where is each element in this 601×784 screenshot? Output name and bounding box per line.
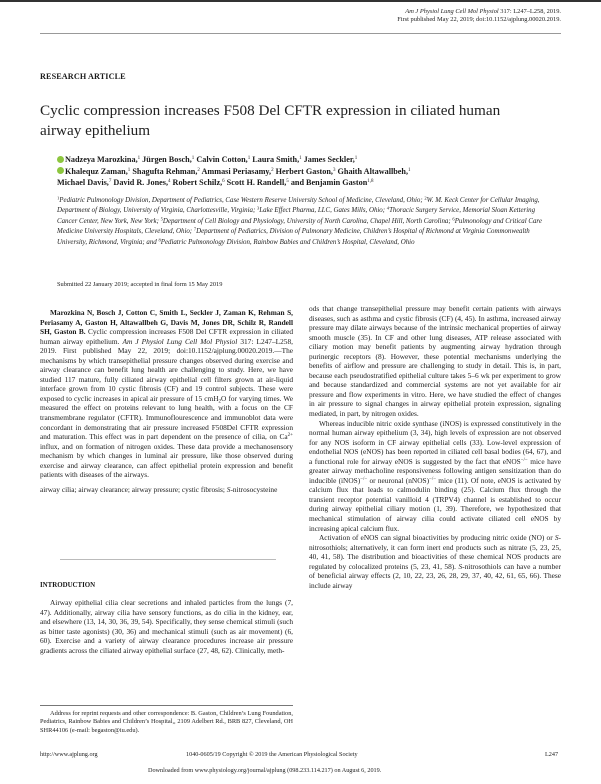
author-name: Calvin Cotton, <box>196 155 248 164</box>
author-name: Nadzeya Marozkina, <box>65 155 138 164</box>
author-name: and Benjamin Gaston <box>290 178 368 188</box>
author <box>142 155 194 164</box>
author <box>132 167 200 176</box>
author <box>57 167 130 176</box>
author-list <box>57 154 567 189</box>
section-label: RESEARCH ARTICLE <box>40 72 126 81</box>
author-name: David R. Jones, <box>113 178 168 188</box>
footnote-rule <box>40 705 293 706</box>
keywords-text: airway cilia; airway clearance; airway pressure; cystic fibrosis; <box>40 484 227 494</box>
introduction-body <box>40 598 293 655</box>
orcid-icon[interactable] <box>57 167 64 174</box>
running-head-citation <box>397 8 561 16</box>
affiliations <box>57 196 557 248</box>
author-affiliation-number: 1 <box>354 156 358 161</box>
p3-text-b: -nitrosothiols; alternatively, it can form inert end products such as nitrate (5, 23, 25, 40, 41, 58). The distribution and bioactivities of these chemical NOS products are regulated by colocalized proteins (5, 23, 41, 58). <box>309 533 561 571</box>
author-name: Robert Schilz, <box>172 178 223 188</box>
author-affiliation-number: 6 <box>222 179 225 185</box>
abstract-superscript: 2+ <box>287 433 293 439</box>
p2-sup-3: −/− <box>429 476 437 482</box>
running-head <box>397 8 561 25</box>
author-name: Khalequz Zaman, <box>65 166 128 176</box>
right-paragraph-1: ods that change transepithelial pressure may benefit certain patients with airways diseases, such as asthma and cystic fibrosis (CF) (4, 45). In asthma, increased airway pressure may dilate airways because of the intrinsic mechanical properties of airway smooth muscle (35). In CF and other lung diseases, ATP release associated with ciliary motion may benefit patients by augmenting airway hydration through purinergic receptors (8). However, these potential mechanisms underlying the benefits of airflow and pressure are challenging to study in detail. This is, in part, because each pseudostratified epithelial culture takes 5–6 wk per experiment to grow and because standardized and commercial systems are not yet available for air pressure and flow experiments in vitro. Here, we have studied the effect of changes in air pressure to signal changes in airway epithelial protein expression, signaling mediated, in part, by nitrogen oxides. <box>309 304 561 419</box>
author-affiliation-number: 4 <box>168 179 171 185</box>
author <box>57 155 140 164</box>
p3-italic-2: S <box>458 561 463 571</box>
author-name: Laura Smith, <box>252 155 300 164</box>
copyright: 1040-0605/19 Copyright © 2019 the American Physiological Society <box>186 751 358 758</box>
right-column-body <box>309 304 561 590</box>
affiliation-text: Pulmonology and Critical Care Medicine University Hospitals, Cleveland, Ohio; <box>57 217 542 236</box>
author <box>276 167 336 176</box>
page-number: L247 <box>545 751 559 758</box>
correspondence-footnote <box>40 710 293 735</box>
affiliation-number: 6 <box>452 216 455 222</box>
affiliation-text: Department of Cell Biology and Physiology, University of North Carolina, Chapel Hill, North Carolina; <box>162 217 453 225</box>
abstract-citation-journal: Am J Physiol Lung Cell Mol Physiol <box>122 336 238 346</box>
affiliation-text: Pediatric Pulmonology Division, Department of Pediatrics, Case Western Reserve University School of Medicine, Cleveland, Ohio; <box>59 197 425 204</box>
author-name: Ammasi Periasamy, <box>201 166 272 176</box>
author-affiliation-number: 1 <box>137 156 141 161</box>
author-affiliation-number: 1 <box>299 156 302 161</box>
affiliation-text: Pediatric Pulmonology Division, Rainbow Babies and Children’s Hospital, Cleveland, Ohio <box>160 238 415 246</box>
introduction-paragraph: Airway epithelial cilia clear secretions and inhaled particles from the lungs (7, 47). Additionally, airway cilia have sensory functions, as do cilia in the kidney, ear, and elsewhere (13, 14, 30, 36, 39, 54). Specifically, they sense chemical stimuli (such as bitter taste agonists) (30, 36) and mechanical stimuli (such as air movement) (6, 60). Exercise and a variety of airway clearance procedures increase air pressure gradients across the ciliated airway epithelial surface (27, 48, 62). Clinically, meth- <box>40 598 293 655</box>
author <box>338 167 411 176</box>
author-affiliation-number: 1 <box>191 156 195 161</box>
introduction-heading: INTRODUCTION <box>40 582 96 589</box>
abstract <box>40 308 293 494</box>
title-line-1: Cyclic compression increases F508 Del CFTR expression in ciliated human <box>40 102 501 119</box>
p3-text-c: -nitrosothiols can have a number of beneficial airway effects (2, 10, 22, 23, 26, 28, 29, 37, 40, 42, 61, 65, 66). These include airway <box>309 561 561 590</box>
keywords-italic: S <box>226 484 231 494</box>
affiliation-number: 4 <box>386 205 390 211</box>
author <box>202 167 274 176</box>
author-name: Jürgen Bosch, <box>142 155 192 164</box>
affiliation-number: 7 <box>193 226 197 232</box>
abstract-text-2: O for varying times. We measured the effect on proteins relevant to lung health, with a focus on the CF transmembrane regulator (CFTR). Immunoflourescence and immunoblot data were concordant in demonstrating that air pressure increased F508Del CFTR expression and maturation. This effect was in part dependent on the presence of cilia, on Ca <box>40 393 293 442</box>
author-affiliation-number: 7 <box>108 179 112 185</box>
header-rule <box>40 33 561 34</box>
author-affiliation-number: 5 <box>286 179 289 185</box>
affiliation-text: Department of Pediatrics, Division of Pulmonary Medicine, Children’s Hospital of Richmond at Virginia Commonwealth University, Richmond, Virginia; and <box>57 228 530 246</box>
abstract-text-1: The mechanisms by which transepithelial pressure changes observed during exercise and airway clearance can benefit lung health are challenging to study. Here, we have studied 117 mature, fully ciliated airway epithelial cell filters grown at air-liquid interface grown from 10 cystic fibrosis (CF) and 19 control subjects. These were exposed to cyclic increases in apical air pressure of 15 cmH <box>40 346 293 403</box>
author-affiliation-number: 1 <box>408 167 411 173</box>
journal-name: Am J Physiol Lung Cell Mol Physiol <box>405 8 499 15</box>
author <box>252 155 301 164</box>
author <box>196 155 250 164</box>
article-title <box>40 101 560 140</box>
author <box>227 178 289 187</box>
abstract-divider <box>60 559 276 560</box>
title-line-2: airway epithelium <box>40 121 151 139</box>
author-name: Herbert Gaston, <box>275 166 333 176</box>
p2-sup-1: −/− <box>520 457 528 463</box>
top-border <box>0 0 601 2</box>
author <box>304 155 358 164</box>
orcid-icon[interactable] <box>57 156 64 163</box>
affiliation-number: 3 <box>257 205 260 211</box>
author <box>113 178 170 187</box>
abstract-citation-title: Cyclic compression increases F508 Del CFTR expression in ciliated human airway epithelium. <box>40 327 294 346</box>
correspondence-text: Address for reprint requests and other correspondence: B. Gaston, Children’s Lung Foundation, Pediatrics, Rainbow Babies and Children’s Hospital,, 2109 Adelbert Rd., BRB 827, Cleveland, OH SHR44106 (e-mail: begaston@iu.edu). <box>40 710 293 734</box>
affiliation-number: 8 <box>158 237 161 243</box>
journal-url-link[interactable]: http://www.ajplung.org <box>40 751 98 758</box>
author <box>291 178 374 187</box>
abstract-citation-authors: Marozkina N, Bosch J, Cotton C, Smith L, Seckler J, Zaman K, Rehman S, Periasamy A, Gaston H, Altawallbeh G, Davis M, Jones DR, Schilz R, Randell SH, Gaston B. <box>40 308 293 337</box>
p2-text-a: Whereas inducible nitric oxide synthase (iNOS) is expressed constitutively in the normal human airway epithelium (3, 34), high levels of expression are not observed for any NOS isoform in CF airway epithelial cells (33). Low-level expression of endothelial NOS (eNOS) has been reported in ciliated cell basal bodies (64, 67), and a functional role for airway eNOS is suggested by the fact that eNOS <box>309 418 561 466</box>
abstract-text-3: influx, and on formation of nitrogen oxides. These data provide a mechanosensory mechanism by which changes in luminal air pressure, like those observed during exercise and airway clearance, can affect epithelial protein expression and benefit patients with diseases of the airways. <box>40 441 293 480</box>
affiliation-text: W. M. Keck Center for Cellular Imaging, Department of Biology, University of Virginia, Charlottesville, Virginia; <box>57 197 540 215</box>
abstract-citation-rest: 317: L247–L258, 2019. First published May 22, 2019; doi:10.1152/ajplung.00020.2019.— <box>40 336 293 356</box>
author-name: Ghaith Altawallbeh, <box>337 166 409 176</box>
affiliation-number: 5 <box>160 216 163 222</box>
p2-sup-2: −/− <box>360 476 368 482</box>
affiliation-number: 2 <box>424 195 427 201</box>
abstract-subscript: 2 <box>218 399 222 405</box>
author-affiliation-number: 2 <box>197 167 200 173</box>
author-name: Michael Davis, <box>57 178 109 188</box>
publication-doi: First published May 22, 2019; doi:10.1152/ajplung.00020.2019. <box>397 16 561 24</box>
author <box>57 178 111 187</box>
p3-italic-1: S <box>554 533 559 543</box>
affiliation-text: Lake Effect Pharma, LLC, Gates Mills, Ohio; <box>259 207 387 215</box>
author-affiliation-number: 3 <box>332 167 336 173</box>
author-affiliation-number: 2 <box>271 167 274 173</box>
p2-text-b: mice have greater airway methacholine responsiveness following antigen sensitization than do inducible (iNOS) <box>309 456 561 485</box>
download-notice: Downloaded from www.physiology.org/journal/ajplung (098.233.114.217) on August 6, 2019. <box>148 767 382 774</box>
right-paragraph-2 <box>309 419 561 534</box>
p2-text-d: mice (11). Of note, eNOS is activated by calcium flux that leads to calmodulin binding (25). Calcium flux through the transient receptor potential vanilloid 4 (TRPV4) channel is established to occur during airway epithelial ciliary motion (1, 39). Therefore, we hypothesized that mechanical stimulation of airway cilia could activate ciliated cell eNOS by increasing apical calcium flux. <box>309 475 561 533</box>
keywords <box>40 485 293 495</box>
author-name: Shagufta Rehman, <box>132 166 198 176</box>
affiliation-number: 1 <box>57 195 60 201</box>
right-paragraph-3 <box>309 533 561 590</box>
p3-text-a: Activation of eNOS can signal bioactivities by producing nitric oxide (NO) or <box>319 533 555 543</box>
author-name: Scott H. Randell, <box>226 178 287 188</box>
author <box>173 178 225 187</box>
submission-dates: Submitted 22 January 2019; accepted in final form 15 May 2019 <box>57 281 223 288</box>
p2-text-c: or neuronal (nNOS) <box>367 475 430 485</box>
author-name: James Seckler, <box>303 155 355 164</box>
keywords-rest: -nitrosocysteine <box>230 484 278 494</box>
author-affiliation-number: 1 <box>127 167 131 173</box>
author-affiliation-number: 1 <box>247 156 251 161</box>
affiliation-text: Thoracic Surgery Service, Memorial Sloan Kettering Cancer Center, New York, New York; <box>57 207 536 225</box>
volume-pages: 317: L247–L258, 2019. <box>500 8 561 15</box>
author-affiliation-number: 1,8 <box>367 179 374 185</box>
